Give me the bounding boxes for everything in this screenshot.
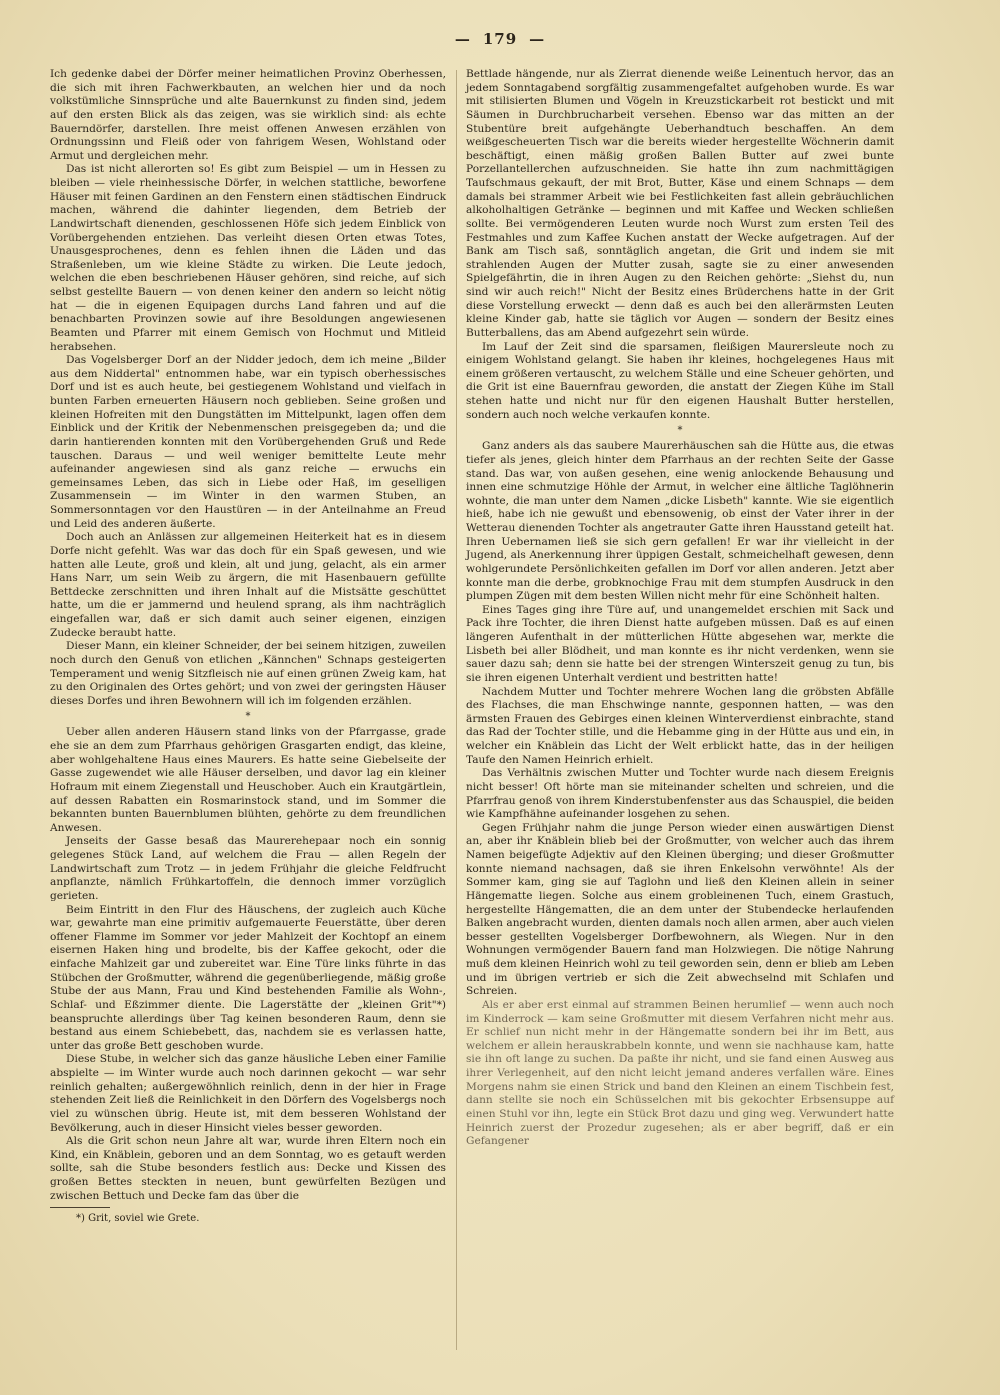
left-paragraph-1: Ich gedenke dabei der Dörfer meiner heimatlichen Provinz Oberhessen, die sich mit ihren Fachwerkbauten, an welchen hier und da noch volkstümliche Sinnsprüche und alte Bauernkunst zu finden sind, jedem auf den ersten Blick als das zeigen, was sie wirklich sind: als echte Bauerndörfer, darstellen. Ihre meist offenen Anwesen erzählen von Ordnungssinn und Fleiß oder von fahrigem Wesen, Wohlstand oder Armut und dergleichen mehr. — [50, 68, 446, 162]
right-paragraph-8: Als er aber erst einmal auf strammen Beinen herumlief — wenn auch noch im Kinderrock — kam seine Großmutter mit diesem Verfahren nicht mehr aus. Er schlief nun nicht mehr in der Hängematte sondern bei ihr im Bett, aus welchem er allein herauskrabbeln konnte, und wenn sie nachhause kam, hatte sie ihn oft lange zu suchen. Da paßte ihr nicht, und sie fand einen Ausweg aus ihrer Verlegenheit, auf den nicht leicht jemand anderes verfallen wäre. Eines Morgens nahm sie einen Strick und band den Kleinen an einem Tischbein fest, dann stellte sie noch ein Schüsselchen mit bis gekochter Erbsensuppe auf einen Stuhl vor ihn, legte ein Stück Brot dazu und ging weg. Verwundert hatte Heinrich zuerst der Prozedur zugesehen; als er aber begriff, daß er ein Gefangener — [466, 998, 894, 1148]
footnote: *) Grit, soviel wie Grete. — [76, 1213, 200, 1225]
right-paragraph-1: Bettlade hängende, nur als Zierrat dienende weiße Leinentuch hervor, das an jedem Sonntagabend sorgfältig zusammengefaltet aufgehoben wurde. Es war mit stilisierten Blumen und Vögeln in Kreuzstickarbeit rot bestickt und mit Säumen in Durchbrucharbeit versehen. Ebenso war das mitten an der Stubentüre breit aufgehängte Ueberhandtuch beschaffen. An dem weißgescheuerten Tisch war die bereits wieder hergestellte Wöchnerin damit beschäftigt, einen mäßig großen Ballen Butter auf zwei bunte Porzellantellerchen aufzuschneiden. Sie hatte ihn zum nachmittägigen Taufschmaus gekauft, der mit Brot, Butter, Käse und einem Schnaps — dem damals bei strammer Arbeit wie bei Festlichkeiten fast allein gebräuchlichen alkoholhaltigen Getränke — beginnen und mit Kaffee und Wecken schließen sollte. Bei vermögenderen Leuten wurde noch Wurst zum ersten Teil des Festmahles und zum Kaffee Kuchen anstatt der Wecke aufgetragen. Auf der Bank am Tisch saß, sonntäglich angetan, die Grit und indem sie mit strahlenden Augen der Mutter zusah, sagte sie zu einer anwesenden Spielgefährtin, die in ihren Augen zu den Reichen gehörte: „Siehst du, nun sind wir auch reich!" Nicht der Besitz eines Brüderchens hatte in der Grit diese Vorstellung erweckt — denn daß es auch bei den allerärmsten Leuten kleine Kinder gab, hatte sie täglich vor Augen — sondern der Besitz eines Butterballens, das am Abend aufgezehrt sein würde. — [466, 68, 894, 339]
column-divider — [456, 70, 457, 1350]
left-section-separator: * — [245, 711, 251, 723]
right-paragraph-4: Eines Tages ging ihre Türe auf, und unangemeldet erschien mit Sack und Pack ihre Tochter, die ihren Dienst hatte aufgeben müssen. Daß es auf einen längeren Aufenthalt in der mütterlichen Hütte abgesehen war, merkte die Lisbeth bei aller Blödheit, und man konnte es ihr nicht verdenken, wenn sie sauer dazu sah; denn sie hatte bei der strengen Winterszeit genug zu tun, bis sie ihren eigenen Unterhalt verdient und bestritten hatte! — [466, 603, 894, 684]
page-number-dash-left: — — [454, 30, 471, 48]
page-number — [0, 30, 1000, 48]
right-paragraph-6: Das Verhältnis zwischen Mutter und Tochter wurde nach diesem Ereignis nicht besser! Oft hörte man sie miteinander schelten und schreien, und die Pfarrfrau genoß von ihrem Kinderstubenfenster aus das Schauspiel, die beiden wie Kampfhähne aufeinander losgehen zu sehen. — [466, 767, 894, 821]
right-paragraph-2: Im Lauf der Zeit sind die sparsamen, fleißigen Maurersleute noch zu einigem Wohlstand gelangt. Sie haben ihr kleines, hochgelegenes Haus mit einem größeren vertauscht, zu welchem Ställe und eine Scheuer gehörten, und die Grit ist eine Bauernfrau geworden, die anstatt der Ziegen Kühe im Stall stehen hatte und nicht nur für den eigenen Haushalt Butter herstellen, sondern auch noch welche verkaufen konnte. — [466, 340, 894, 421]
left-paragraph-4: Doch auch an Anlässen zur allgemeinen Heiterkeit hat es in diesem Dorfe nicht gefehlt. Was war das doch für ein Spaß gewesen, und wie hatten alle Leute, groß und klein, alt und jung, gelacht, als ein armer Hans Narr, um sein Weib zu ärgern, die mit Hasenbauern gefüllte Bettdecke zerschnitten und ihren Inhalt auf die Mistsätte geschüttet hatte, um die er jammernd und heulend sprang, als ihm nachträglich eingefallen war, daß er sich damit auch seiner eigenen, einzigen Zudecke beraubt hatte. — [50, 531, 446, 639]
left-paragraph-2: Das ist nicht allerorten so! Es gibt zum Beispiel — um in Hessen zu bleiben — viele rheinhessische Dörfer, in welchen stattliche, beworfene Häuser mit feinen Gardinen an den Fenstern einen städtischen Eindruck machen, während die dahinter liegenden, dem Betrieb der Landwirtschaft dienenden, geschlossenen Höfe sich jedem Einblick von Vorübergehenden entziehen. Das verleiht diesen Orten etwas Totes, Unausgesprochenes, denn es fehlen ihnen die Läden und das Straßenleben, um wie kleine Städte zu wirken. Die Leute jedoch, welchen die eben beschriebenen Häuser gehören, sind reiche, auf sich selbst gestellte Bauern — von denen keiner den andern so leicht nötig hat — die in eigenen Equipagen durchs Land fahren und auf die benachbarten Provinzen sowie auf ihre Besoldungen angewiesenen Beamten und Pfarrer mit einem Gemisch von Hochmut und Mitleid herabsehen. — [50, 163, 446, 353]
left-paragraph-7: Jenseits der Gasse besaß das Maurerehepaar noch ein sonnig gelegenes Stück Land, auf welchem die Frau — allen Regeln der Landwirtschaft zum Trotz — in jedem Frühjahr die gleiche Feldfrucht anpflanzte, nämlich Frühkartoffeln, die dennoch immer vorzüglich gerieten. — [50, 835, 446, 902]
left-paragraph-5: Dieser Mann, ein kleiner Schneider, der bei seinem hitzigen, zuweilen noch durch den Genuß von etlichen „Kännchen" Schnaps gesteigerten Temperament und wenig Sitzfleisch nie auf einen grünen Zweig kam, hat zu den Originalen des Ortes gehört; und von zwei der geringsten Häuser dieses Dorfes und ihren Bewohnern will ich im folgenden erzählen. — [50, 640, 446, 707]
right-paragraph-5: Nachdem Mutter und Tochter mehrere Wochen lang die gröbsten Abfälle des Flachses, die man Ehschwinge nannte, gesponnen hatten, — was den ärmsten Frauen des Gebirges einen kleinen Winterverdienst einbrachte, stand das Rad der Tochter stille, und die Hebamme ging in der Hütte aus und ein, in welcher ein Knäblein das Licht der Welt erblickt hatte, das in der heiligen Taufe den Namen Heinrich erhielt. — [466, 685, 894, 766]
left-paragraph-10: Als die Grit schon neun Jahre alt war, wurde ihren Eltern noch ein Kind, ein Knäblein, geboren und an dem Sonntag, wo es getauft werden sollte, sah die Stube besonders festlich aus: Decke und Kissen des großen Bettes steckten in neuen, bunt gewürfelten Bezügen und zwischen Bettuch und Decke fam das über die — [50, 1135, 446, 1202]
page-number-dash-right: — — [529, 30, 546, 48]
left-paragraph-3: Das Vogelsberger Dorf an der Nidder jedoch, dem ich meine „Bilder aus dem Niddertal" entnommen habe, war ein typisch oberhessisches Dorf und ist es auch heute, bei gestiegenem Wohlstand und vielfach in bunten Farben erneuerten Häusern noch geblieben. Seine großen und kleinen Hofreiten mit den Dungstätten im Mittelpunkt, lagen offen dem Einblick und der Kritik der Nebenmenschen preisgegeben da; und die darin hantierenden konnten mit den Vorübergehenden Gruß und Rede tauschen. Daraus — und weil weniger bemittelte Leute mehr aufeinander angewiesen sind als ganz reiche — erwuchs ein gemeinsames Leben, das sich in Liebe oder Haß, im geselligen Zusammensein — im Winter in den warmen Stuben, an Sommersonntagen vor den Haustüren — in der Anteilnahme an Freud und Leid des anderen äußerte. — [50, 354, 446, 530]
left-column — [50, 68, 446, 1225]
right-paragraph-7: Gegen Frühjahr nahm die junge Person wieder einen auswärtigen Dienst an, aber ihr Knäblein blieb bei der Großmutter, von welcher auch das ihrem Namen beigefügte Adjektiv auf den Kleinen überging; und dieser Großmutter konnte niemand nachsagen, daß sie ihren Enkelsohn verwöhnte! Als der Sommer kam, ging sie auf Taglohn und ließ den Kleinen allein in seiner Hängematte liegen. Solche aus einem grobleinenen Tuch, einem Grastuch, hergestellte Hängematten, die an dem unter der Stubendecke herlaufenden Balken angebracht wurden, dienten damals noch allen armen, aber auch vielen besser gestellten Vogelsberger Dorfbewohnern, als Wiegen. Nur in den Wohnungen vermögender Bauern fand man Holzwiegen. Die nötige Nahrung muß dem kleinen Heinrich wohl zu teil geworden sein, denn er blieb am Leben und im übrigen vertrieb er sich die Zeit abwechselnd mit Schlafen und Schreien. — [466, 821, 894, 998]
page-number-value: 179 — [482, 30, 518, 48]
right-paragraph-3: Ganz anders als das saubere Maurerhäuschen sah die Hütte aus, die etwas tiefer als jenes, gleich hinter dem Pfarrhaus an der rechten Seite der Gasse stand. Das war, von außen gesehen, eine wenig anlockende Behausung und innen eine schmutzige Höhle der Armut, in welcher eine ältliche Taglöhnerin wohnte, die man unter dem Namen „dicke Lisbeth" kannte. Wie sie eigentlich hieß, habe ich nie gewußt und ebensowenig, ob einst der Vater ihrer in der Wetterau dienenden Tochter als angetrauter Gatte ihren Hausstand geteilt hat. Ihren Uebernamen ließ sie sich gern gefallen! Er war ihr vielleicht in der Jugend, als Anerkennung ihrer üppigen Gestalt, schmeichelhaft gewesen, denn wohlgerundete Persönlichkeiten gefallen im Dorf vor allen anderen. Jetzt aber konnte man die derbe, grobknochige Frau mit dem stumpfen Ausdruck in den plumpen Zügen mit dem besten Willen nicht mehr für eine Schönheit halten. — [466, 440, 894, 603]
right-column — [466, 68, 894, 1149]
left-paragraph-9: Diese Stube, in welcher sich das ganze häusliche Leben einer Familie abspielte — im Winter wurde auch noch darinnen gekocht — war sehr reinlich gehalten; außergewöhnlich reinlich, denn in der hier in Frage stehenden Zeit ließ die Reinlichkeit in den Dörfern des Vogelsbergs noch viel zu wünschen übrig. Heute ist, mit dem besseren Wohlstand der Bevölkerung, auch in dieser Hinsicht vieles besser geworden. — [50, 1053, 446, 1134]
left-paragraph-8: Beim Eintritt in den Flur des Häuschens, der zugleich auch Küche war, gewahrte man eine primitiv aufgemauerte Feuerstätte, über deren offener Flamme im Sommer vor jeder Mahlzeit der Kochtopf an einem eisernen Haken hing und brodelte, bis der Kaffee gekocht, oder die einfache Mahlzeit gar und zubereitet war. Eine Türe links führte in das Stübchen der Großmutter, während die gegenüberliegende, mäßig große Stube der aus Mann, Frau und Kind bestehenden Familie als Wohn-, Schlaf- und Eßzimmer diente. Die Lagerstätte der „kleinen Grit"*) beanspruchte allerdings über Tag keinen besonderen Raum, denn sie bestand aus einem Schiebebett, das, nachdem sie es verlassen hatte, unter das große Bett geschoben wurde. — [50, 903, 446, 1052]
footnote-rule — [50, 1207, 110, 1208]
right-section-separator: * — [677, 425, 683, 437]
left-paragraph-6: Ueber allen anderen Häusern stand links von der Pfarrgasse, grade ehe sie an dem zum Pfarrhaus gehörigen Grasgarten endigt, das kleine, aber wohlgehaltene Haus eines Maurers. Es hatte seine Giebelseite der Gasse zugewendet wie alle Häuser derselben, und davor lag ein kleiner Hofraum mit einem Ziegenstall und Heuschober. Auch ein Krautgärtlein, auf dessen Rabatten ein Rosmarinstock stand, und im Sommer die bekannten bunten Bauernblumen blühten, gehörte zu dem freundlichen Anwesen. — [50, 726, 446, 834]
